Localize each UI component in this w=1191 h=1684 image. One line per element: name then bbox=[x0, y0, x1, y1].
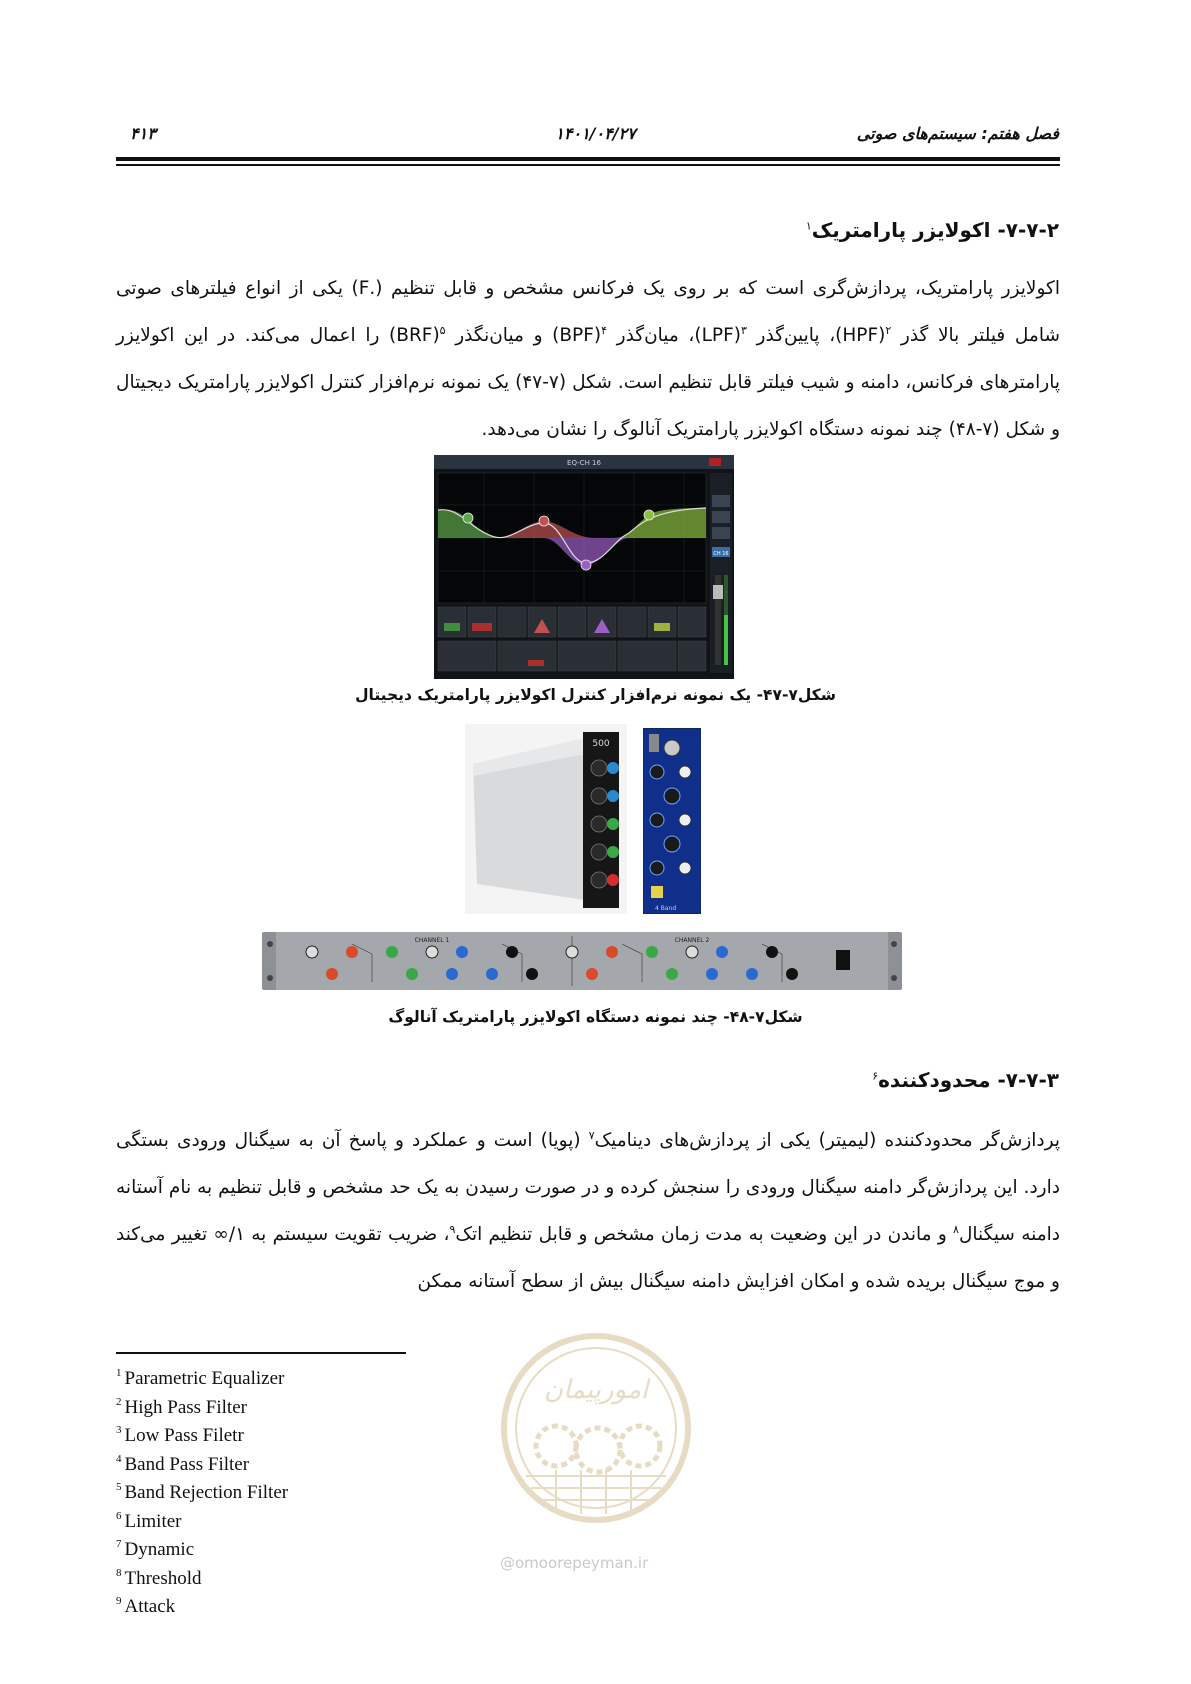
footnote-marker: ۳ bbox=[740, 323, 747, 337]
figure-analog-eq-module-silver bbox=[465, 724, 627, 914]
footnote-marker: ۵ bbox=[439, 323, 446, 337]
footnote-marker: ۸ bbox=[953, 1222, 959, 1236]
heading-footnote-marker: ۶ bbox=[872, 1069, 879, 1083]
rack-channel-2: CHANNEL 2 bbox=[674, 937, 710, 944]
watermark-url: @omoorepeyman.ir bbox=[500, 1554, 649, 1572]
footnote-item: $^6$ Limiter bbox=[116, 1509, 182, 1532]
module-label: 4 Band bbox=[655, 905, 677, 912]
footnote-item: $^2$ High Pass Filter bbox=[116, 1395, 247, 1418]
header-rule-thin bbox=[116, 164, 1060, 166]
paragraph-parametric-eq: اکولایزر پارامتریک، پردازش‌گری است که بر روی یک فرکانس مشخص و قابل تنظیم (.F) یکی از انواع فیلترهای صوتی شامل فیلتر بالا گذر $^۲$(HPF)، پایین‌گذر $^۳$(LPF)، میان‌گذر $^۴$(BPF) و میان‌نگذر $^۵$(BRF) را اعمال می‌کند. در این اکولایزر پارامترهای فرکانس، دامنه و شیب فیلتر قابل تنظیم است. شکل (۷-۴۷) یک نمونه نرم‌افزار کنترل اکولایزر پارامتریک دیجیتال و شکل (۷-۴۸) چند نمونه دستگاه اکولایزر پارامتریک آنالوگ را نشان می‌دهد. bbox=[116, 278, 1060, 440]
heading-text: ۷-۷-۲- اکولایزر پارامتریک bbox=[811, 218, 1059, 242]
figure-analog-eq-rack bbox=[262, 930, 902, 992]
footnote-item: $^4$ Band Pass Filter bbox=[116, 1452, 250, 1475]
section-heading-parametric-eq bbox=[806, 218, 1059, 242]
footnote-rule bbox=[116, 1352, 406, 1354]
watermark-logo bbox=[486, 1328, 716, 1578]
power-switch-icon bbox=[836, 950, 850, 970]
footnote-marker: ۲ bbox=[885, 323, 892, 337]
header-date: ۱۴۰۱/۰۴/۲۷ bbox=[555, 124, 636, 143]
footnote-item: $^9$ Attack bbox=[116, 1595, 176, 1617]
heading-footnote-marker: ۱ bbox=[805, 219, 812, 233]
eq-screen-title: EQ-CH 16 bbox=[567, 459, 601, 467]
section-heading-limiter bbox=[872, 1068, 1059, 1092]
figure-47-caption: شکل۷-۴۷- یک نمونه نرم‌افزار کنترل اکولایزر پارامتریک دیجیتال bbox=[355, 686, 836, 704]
footnote-marker: ۷ bbox=[588, 1128, 595, 1142]
channel-label: CH 16 bbox=[713, 551, 729, 557]
page-number: ۴۱۳ bbox=[130, 124, 156, 143]
rack-channel-1: CHANNEL 1 bbox=[414, 937, 450, 944]
figure-analog-eq-module-blue bbox=[643, 728, 701, 914]
footnote-marker: ۹ bbox=[449, 1222, 456, 1236]
module-brand: 500 bbox=[592, 739, 610, 749]
footnotes bbox=[116, 1362, 288, 1619]
close-icon bbox=[709, 458, 721, 466]
chapter-title: فصل هفتم: سیستم‌های صوتی bbox=[856, 124, 1059, 143]
footnote-item: $^3$ Low Pass Filetr bbox=[116, 1424, 244, 1446]
header-rule-thick bbox=[116, 157, 1060, 161]
heading-text: ۷-۷-۳- محدودکننده bbox=[878, 1068, 1059, 1092]
footnote-marker: ۴ bbox=[601, 323, 607, 337]
paragraph-limiter: پردازش‌گر محدودکننده (لیمیتر) یکی از پردازش‌های دینامیک$^۷$ (پویا) است و عملکرد و پاسخ آن به سیگنال ورودی بستگی دارد. این پردازش‌گر دامنه سیگنال ورودی را سنجش کرده و در صورت رسیدن به یک حد مشخص و قابل تنظیم به نام آستانه دامنه سیگنال$^۸$ و ماندن در این وضعیت به مدت زمان مشخص و قابل تنظیم اتک$^۹$، ضریب تقویت سیستم به ۱/∞ تغییر می‌کند و موج سیگنال بریده شده و امکان افزایش دامنه سیگنال بیش از سطح آستانه ممکن bbox=[116, 1128, 1060, 1292]
svg-text:امورپیمان: امورپیمان bbox=[543, 1375, 649, 1405]
footnote-item: $^1$ Parametric Equalizer bbox=[116, 1367, 285, 1389]
footnote-item: $^5$ Band Rejection Filter bbox=[116, 1481, 289, 1503]
figure-48-caption: شکل۷-۴۸- چند نمونه دستگاه اکولایزر پارامتریک آنالوگ bbox=[388, 1008, 803, 1026]
footnote-item: $^8$ Threshold bbox=[116, 1566, 202, 1589]
footnote-item: $^7$ Dynamic bbox=[116, 1538, 195, 1560]
figure-digital-eq-software bbox=[434, 455, 734, 679]
